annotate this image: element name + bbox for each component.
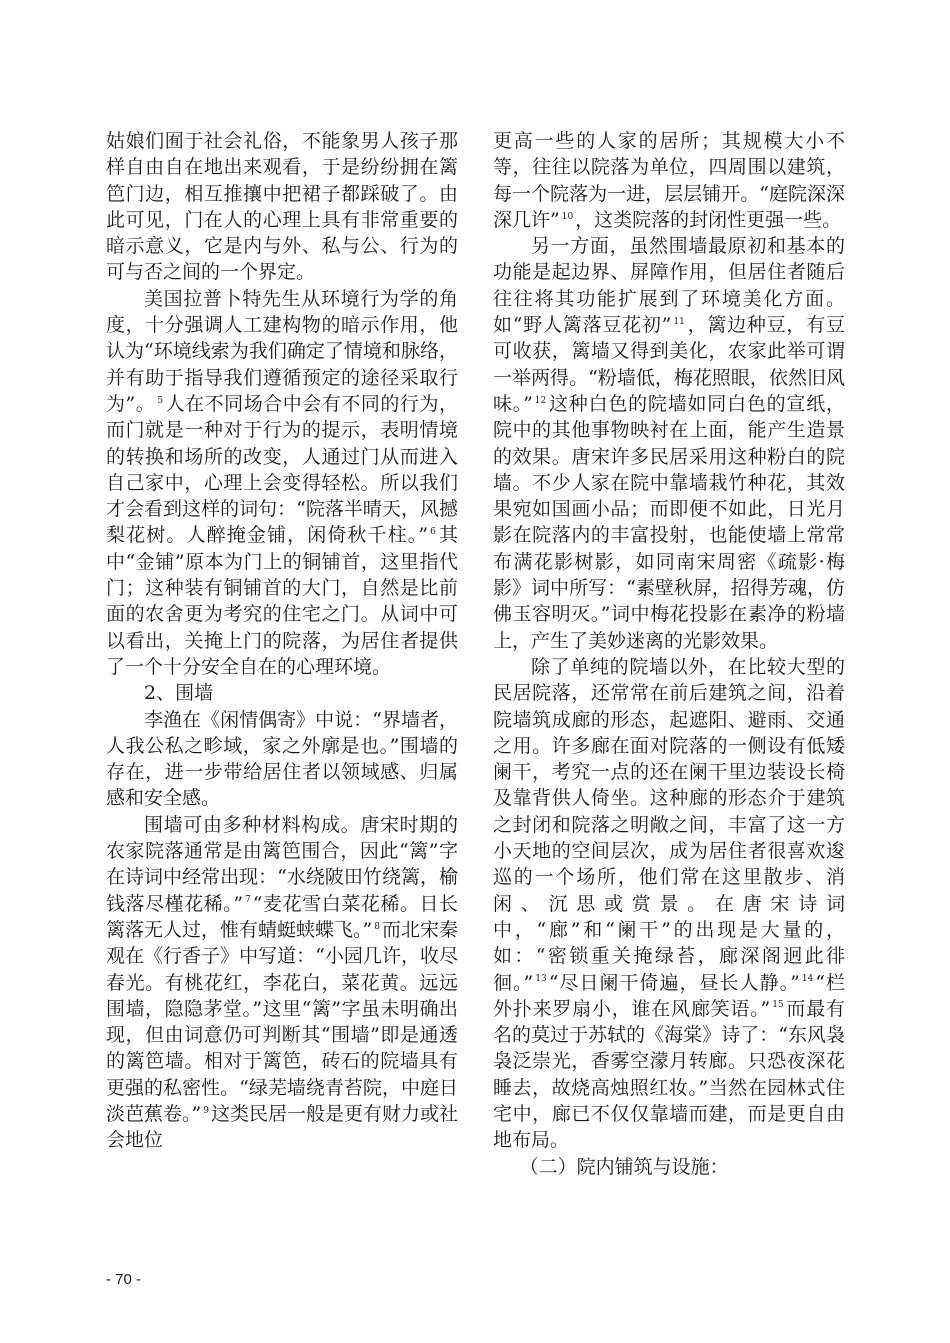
page-number: - 70 - [106, 1271, 142, 1288]
paragraph-text: 围墙可由多种材料构成。唐宋时期的农家院落通常是由篱笆围合，因此“篱”字在诗词中经常出现：“水绕陂田竹绕篱，榆钱落尽槿花稀。” [106, 813, 458, 915]
footnote-marker: 9 [203, 1105, 209, 1116]
paragraph [106, 286, 458, 680]
footnote-marker: 10 [561, 211, 574, 222]
footnote-marker: 14 [801, 974, 814, 985]
paragraph-text: 姑娘们囿于社会礼俗，不能象男人孩子那样自由自在地出来观看，于是纷纷拥在篱笆门边，相互推攘中把裙子都踩破了。由此可见，门在人的心理上具有非常重要的暗示意义，它是内与外、私与公、行为的可与否之间的一个界定。 [106, 130, 458, 284]
footnote-marker: 5 [157, 395, 164, 406]
paragraph-text: ，这类院落的封闭性更强一些。 [575, 208, 842, 231]
paragraph [493, 128, 845, 233]
paragraph-text: “尽日阑干倚遍，昼长人静。” [548, 971, 800, 994]
section-heading: （二）院内铺筑与设施： [519, 1155, 729, 1178]
footnote-marker: 7 [245, 895, 251, 906]
footnote-marker: 8 [374, 921, 380, 932]
paragraph-text: 这类民居一般是更有财力或社会地位 [106, 1102, 458, 1152]
paragraph-text: 更高一些的人家的居所；其规模大小不等，往往以院落为单位，四周围以建筑，每一个院落为一进，层层铺开。“庭院深深深几许” [493, 130, 845, 231]
paragraph-text: 李渔在《闲情偶寄》中说：“界墙者，人我公私之畛域，家之外廓是也。”围墙的存在，进一步带给居住者以领域感、归属感和安全感。 [106, 708, 458, 810]
paragraph-text: 人在不同场合中会有不同的行为，而门就是一种对于行为的提示，表明情境的转换和场所的改变，人通过门从而进入自己家中，心理上会变得轻松。所以我们才会看到这样的词句：“院落半晴天，风撼梨花树。人醉掩金铺，闲倚秋千柱。” [106, 392, 458, 547]
paragraph-text: 而最有名的莫过于苏轼的《海棠》诗了：“东风袅袅泛崇光，香雾空濛月转廊。只恐夜深花睡去，故烧高烛照红妆。”当然在园林式住宅中，廊已不仅仅靠墙而建，而是更自由地布局。 [493, 997, 845, 1152]
paragraph-text: “麦花雪白菜花稀。日长篱落无人过，惟有蜻蜓蛱蝶飞。” [106, 892, 458, 941]
paragraph [106, 707, 458, 812]
footnote-marker: 6 [430, 527, 436, 538]
paragraph-text: “栏外扑来罗扇小，谁在风廊笑语。” [493, 971, 845, 1020]
footnote-marker: 11 [673, 316, 685, 327]
paragraph [106, 812, 458, 1154]
footnote-marker: 13 [535, 974, 547, 985]
left-column [106, 128, 458, 1154]
footnote-marker: 15 [772, 1000, 784, 1011]
paragraph-text: 除了单纯的院墙以外，在比较大型的民居院落，还常常在前后建筑之间，沿着院墙筑成廊的形态，起遮阳、避雨、交通之用。许多廊在面对院落的一侧设有低矮阑干，考究一点的还在阑干里边装设长椅及靠背供人倚坐。这种廊的形态介于建筑之封闭和院落之明敞之间，丰富了这一方小天地的空间层次，成为居住者很喜欢逡巡的一个场所，他们常在这里散步、消闲、沉思或赏景。在唐宋诗词中，“廊”和“阑干”的出现是大量的，如：“密锁重关掩绿苔，廊深阁迥此徘徊。” [493, 655, 845, 994]
paragraph-text: 这种白色的院墙如同白色的宣纸，院中的其他事物映衬在上面，能产生造景的效果。唐宋许多民居采用这种粉白的院墙。不少人家在院中靠墙栽竹种花，其效果宛如国画小品；而即便不如此，日光月影在院落内的丰富投射，也能使墙上常常布满花影树影，如同南宋周密《疏影·梅影》词中所写：“素壁秋屏，招得芳魂，仿佛玉容明灭。”词中梅花投影在素净的粉墙上，产生了美妙迷离的光影效果。 [493, 392, 845, 652]
paragraph-text: 其中“金铺”原本为门上的铜铺首，这里指代门；这种装有铜铺首的大门，自然是比前面的农舍更为考究的住宅之门。从词中可以看出，关掩上门的院落，为居住者提供了一个十分安全自在的心理环境。 [106, 524, 458, 678]
paragraph-text: 美国拉普卜特先生从环境行为学的角度，十分强调人工建构物的暗示作用，他认为“环境线索为我们确定了情境和脉络，并有助于指导我们遵循预定的途径采取行为”。 [106, 287, 458, 415]
footnote-marker: 12 [534, 395, 547, 406]
paragraph-text: ，篱边种豆，有豆可收获，篱墙又得到美化，农家此举可谓一举两得。“粉墙低，梅花照眼，依然旧风味。” [493, 314, 845, 415]
paragraph [106, 128, 458, 286]
paragraph [493, 654, 845, 1154]
paragraph-text: 另一方面，虽然围墙最原初和基本的功能是起边界、屏障作用，但居住者随后往往将其功能扩展到了环境美化方面。如“野人篱落豆花初” [493, 235, 845, 337]
right-column [493, 128, 845, 1180]
section-heading: 2、围墙 [144, 682, 214, 705]
paragraph [493, 233, 845, 654]
paragraph-text: 而北宋秦观在《行香子》中写道：“小园几许，收尽春光。有桃花红，李花白，菜花黄。远远围墙，隐隐茅堂。”这里“篱”字虽未明确出现，但由词意仍可判断其“围墙”即是通透的篱笆墙。相对于篱笆，砖石的院墙具有更强的私密性。“绿芜墙绕青苔院，中庭日淡芭蕉卷。” [106, 918, 458, 1125]
